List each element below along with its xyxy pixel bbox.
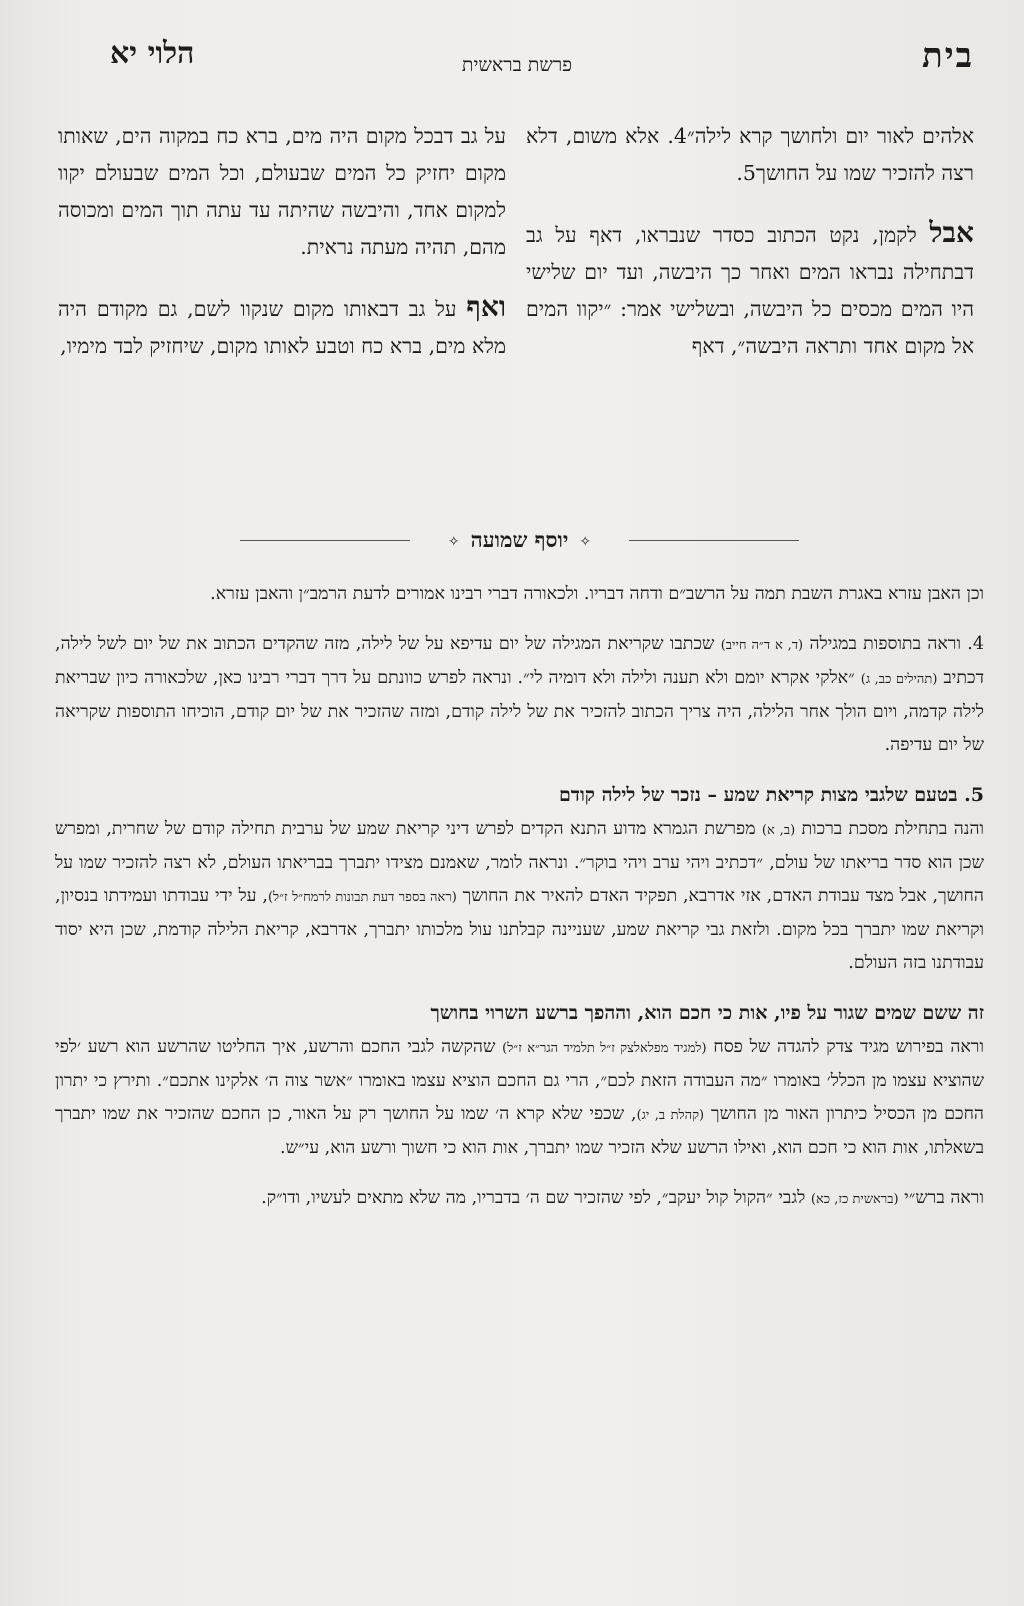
source-reference: (ב, א) <box>761 823 796 838</box>
paragraph-lead-word: אבל <box>929 216 974 249</box>
footnote-heading: זה ששם שמים שגור על פיו, אות כי חכם הוא, וההפך ברשע השרוי בחושך <box>430 1002 984 1024</box>
footnote-text: מפרשת הגמרא מדוע התנא הקדים לפרש דיני קריאת שמע של ערבית תחילה קודם של שחרית, ומפרש שכן הוא סדר בריאתו של עולם, ״דכתיב ויהי ערב ויהי בוקר״. ונראה לומר, שאמנם מצידו יתברך בבריאתו העולם, לא רצה להזכיר שמו על החושך, אבל מצד עבודת האדם, אזי אדרבא, תפקיד האדם להאיר את החושך <box>55 819 984 906</box>
footnote-text: 4. וראה בתוספות במגילה <box>803 634 985 654</box>
source-reference: (בראשית כז, כא) <box>810 1192 899 1207</box>
footnote-text: והנה בתחילת מסכת ברכות <box>795 819 984 839</box>
footnote-text: , שכפי שלא קרא ה׳ שמו על החושך רק על האור, כן החכם שהזכיר את שמו יתברך בשאלתו, אות הוא כי חכם הוא, ואילו הרשע שלא הזכיר שמו יתברך, אות הוא כי חשוך ורשע הוא, עי״ש. <box>55 1104 984 1158</box>
footnote-text: וראה בפירוש מגיד צדק להגדה של פסח <box>706 1037 984 1057</box>
page-number: יא <box>110 36 138 71</box>
source-reference: (למגיד מפלאלצק ז״ל תלמיד הגר״א ז״ל) <box>502 1041 707 1056</box>
divider-line-right <box>629 540 799 541</box>
book-title: בית <box>921 36 974 76</box>
right-column <box>526 118 974 387</box>
right-column-paragraph-2 <box>526 214 974 365</box>
left-column-paragraph-2 <box>58 288 506 365</box>
footnote-text: ״אלקי אקרא יומם ולא תענה ולילה ולא דומיה לי״. ונראה לפרש כוונתם על דרך דברי רבינו כאן, שלכאורה כיון שבריאת לילה קדמה, ויום הולך אחר הלילה, היה צריך הכתוב להזכיר את של לילה קודם, ומזה שהזכיר את של יום קודם, הוכיחו התוספות שקריאה של יום עדיפה. <box>55 668 984 755</box>
source-reference: (ראה בספר דעת תבונות לרמח״ל ז״ל) <box>267 890 457 905</box>
paragraph-lead-word: ואף <box>466 290 506 323</box>
divider-line-left <box>240 540 410 541</box>
source-reference: (קהלת ב, יג) <box>636 1108 705 1123</box>
footnote-text: וראה ברש״י <box>898 1188 984 1208</box>
paragraph-text: לקמן, נקט הכתוב כסדר שנבראו, דאף על גב דבתחילה נבראו המים ואחר כך היבשה, ועד יום שלישי היו המים מכסים כל היבשה, ובשלישי אמר: ״יקוו המים אל מקום אחד ותראה היבשה״, דאף <box>526 223 974 358</box>
footnote-4 <box>55 628 984 762</box>
star-icon: ✧ <box>579 534 592 550</box>
footnote-6 <box>55 997 984 1165</box>
footnote-text: , על ידי עבודתו ועמידתו בנסיון, וקריאת שמו יתברך בכל מקום. ולזאת גבי קריאת שמע, שעניינה קבלתנו עול מלכותו יתברך, אדרבא, קריאת הלילה קודמת, שכן היא יסוד עבודתנו בזה העולם. <box>55 886 984 973</box>
footnote-continuation: וכן האבן עזרא באגרת השבת תמה על הרשב״ם ודחה דבריו. ולכאורה דברי רבינו אמורים לדעת הרמב״ן והאבן עזרא. <box>210 584 984 604</box>
main-text-columns <box>58 118 974 478</box>
source-reference: (ד, א ד״ה חייב) <box>720 638 804 653</box>
parsha-title: פרשת בראשית <box>461 54 573 76</box>
author-and-page <box>70 36 194 71</box>
footnotes <box>55 578 984 1233</box>
author-name: הלוי <box>147 36 195 71</box>
section-divider <box>240 526 799 556</box>
footnote-7 <box>55 1182 984 1216</box>
right-column-paragraph-1: אלהים לאור יום ולחושך קרא לילה״4. אלא משום, דלא רצה להזכיר שמו על החושך5. <box>526 124 975 185</box>
page-header <box>60 30 974 100</box>
source-reference: (תהילים כב, ג) <box>860 672 938 687</box>
left-column <box>58 118 506 387</box>
star-icon: ✧ <box>447 534 460 550</box>
left-column-paragraph-1: על גב דבכל מקום היה מים, ברא כח במקוה הים, שאותו מקום יחזיק כל המים שבעולם, וכל המים שבעולם יקוו למקום אחד, והיבשה שהיתה עד עתה תוך המים ומכוסה מהם, תהיה מעתה נראית. <box>58 124 506 259</box>
section-title: יוסף שמועה <box>470 527 569 552</box>
footnote-text: לגבי ״הקול קול יעקב״, לפי שהזכיר שם ה׳ בדבריו, מה שלא מתאים לעשיו, ודו״ק. <box>261 1188 811 1208</box>
paragraph-text: על גב דבאותו מקום שנקוו לשם, גם מקודם היה מלא מים, ברא כח וטבע לאותו מקום, שיחזיק לבד מימיו, <box>58 297 506 358</box>
footnote-text: שהקשה לגבי החכם והרשע, איך החליטו שהרשע הוא רשע ׳לפי שהוציא עצמו מן הכלל׳ באומרו ״מה העבודה הזאת לכם״, הרי גם החכם הוציא עצמו באומרו ״אשר צוה ה׳ אלקינו אתכם״. ותירץ כי יתרון החכם מן הכסיל כיתרון האור מן החושך <box>55 1037 984 1124</box>
footnote-heading: 5. בטעם שלגבי מצות קריאת שמע – נזכר של לילה קודם <box>558 784 984 806</box>
footnote-text: שכתבו שקריאת המגילה של יום עדיפא על של לילה, מזה שהקדים הכתוב את של יום לשל לילה, דכתיב <box>55 634 985 688</box>
footnote-5 <box>55 779 984 980</box>
